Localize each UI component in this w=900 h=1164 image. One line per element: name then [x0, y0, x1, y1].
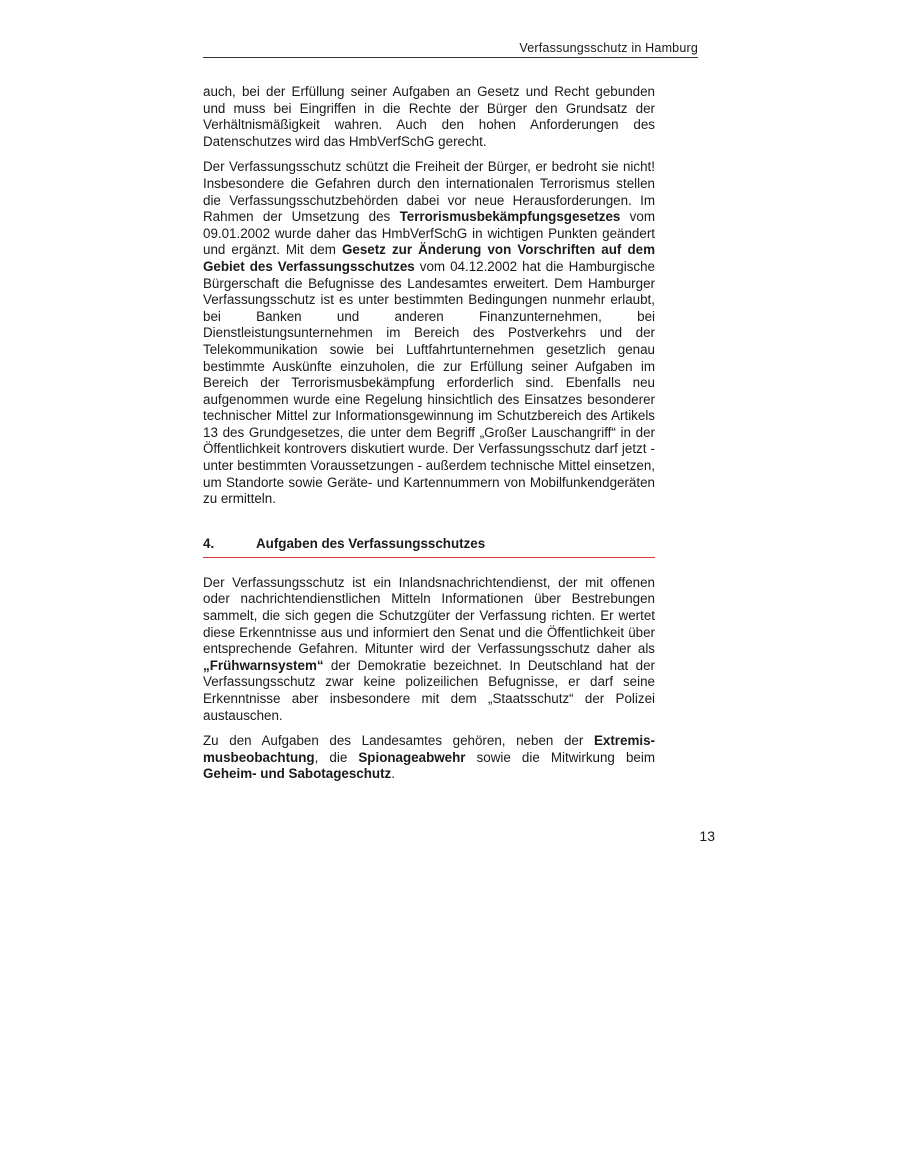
paragraph	[203, 159, 655, 507]
page-number: 13	[699, 828, 715, 844]
bold-term: Extremismusbeobachtung	[203, 733, 655, 765]
paragraph	[203, 84, 655, 150]
text-run: sowie die Mitwirkung beim	[465, 749, 655, 765]
text-run: vom 09.01.2002 wurde daher das HmbVerfSchG in wichtigen Punkten geändert und ergänzt. Mit dem	[203, 209, 655, 258]
section-heading	[203, 535, 655, 558]
text-run: vom 04.12.2002 hat die Hamburgische Bürgerschaft die Befugnisse des Landesamtes erweitert. Dem Hamburger Verfassungsschutz ist es unter bestimmten Bedingungen nunmehr erlaubt, bei Banken und anderen Finanzunternehmen, bei Dienstleistungsunternehmen im Bereich des Postverkehrs und der Telekommunikation sowie bei Luftfahrtunternehmen gesetzlich genau bestimmte Auskünfte einzuholen, die zur Erfüllung seiner Aufgaben im Bereich der Terrorismusbekämpfung erforderlich sind. Ebenfalls neu aufgenommen wurde eine Regelung hinsichtlich des Einsatzes besonderer technischer Mittel zur Informationsgewinnung im Schutzbereich des Artikels 13 des Grundgesetzes, die unter dem Begriff „Großer Lauschangriff“ in der Öffentlichkeit kontrovers diskutiert wurde. Der Verfassungsschutz darf jetzt - unter bestimmten Voraussetzungen - außerdem technische Mittel einsetzen, um Standorte sowie Geräte- und Kartennummern von Mobilfunkendgeräten zu ermitteln.	[203, 258, 655, 507]
text-run: .	[391, 766, 395, 782]
running-header	[203, 40, 698, 58]
bold-term: Gesetz zur Änderung von Vorschriften auf dem Gebiet des Verfassungsschutzes	[203, 242, 655, 274]
bold-term: „Frühwarnsystem“	[203, 657, 324, 673]
body-text	[203, 84, 655, 792]
section-number: 4.	[203, 535, 215, 551]
text-run: , die	[314, 749, 359, 765]
text-run: Zu den Aufgaben des Landesamtes gehören, neben der	[203, 733, 594, 749]
text-run: auch, bei der Erfüllung seiner Aufgaben an Gesetz und Recht gebunden und muss bei Eingriffen in die Rechte der Bürger den Grundsatz der Verhältnismäßigkeit wahren. Auch den hohen Anforderungen des Datenschutzes wird das HmbVerfSchG gerecht.	[203, 84, 655, 149]
paragraph	[203, 575, 655, 724]
text-run: Der Verfassungsschutz ist ein Inlandsnachrichtendienst, der mit offenen oder nachrichtendienstlichen Mitteln Informationen über Bestrebungen sammelt, die sich gegen die Schutzgüter der Verfassung richten. Er wertet diese Erkenntnisse aus und informiert den Senat und die Öffentlichkeit über entsprechende Gefahren. Mitunter wird der Verfassungsschutz daher als	[203, 574, 655, 657]
section-title: Aufgaben des Verfassungsschutzes	[256, 535, 486, 551]
section-spacer	[203, 558, 655, 575]
paragraph	[203, 733, 655, 783]
running-header-title: Verfassungsschutz in Hamburg	[519, 41, 698, 55]
bold-term: Terrorismusbekämpfungsgesetzes	[399, 209, 621, 225]
text-run: der Demokratie bezeichnet. In Deutschland hat der Verfassungsschutz zwar keine polizeilichen Befugnisse, er darf seine Erkenntnisse aber insbesondere mit dem „Staatsschutz“ der Polizei austauschen.	[203, 657, 655, 723]
bold-term: Geheim- und Sabotageschutz	[203, 766, 392, 782]
text-run: Der Verfassungsschutz schützt die Freiheit der Bürger, er bedroht sie nicht! Insbesondere die Gefahren durch den internationalen Terrorismus stellen die Verfassungsschutzbehörden dabei vor neue Herausforderungen. Im Rahmen der Umsetzung des	[203, 159, 655, 225]
bold-term: Spionageabwehr	[358, 749, 466, 765]
